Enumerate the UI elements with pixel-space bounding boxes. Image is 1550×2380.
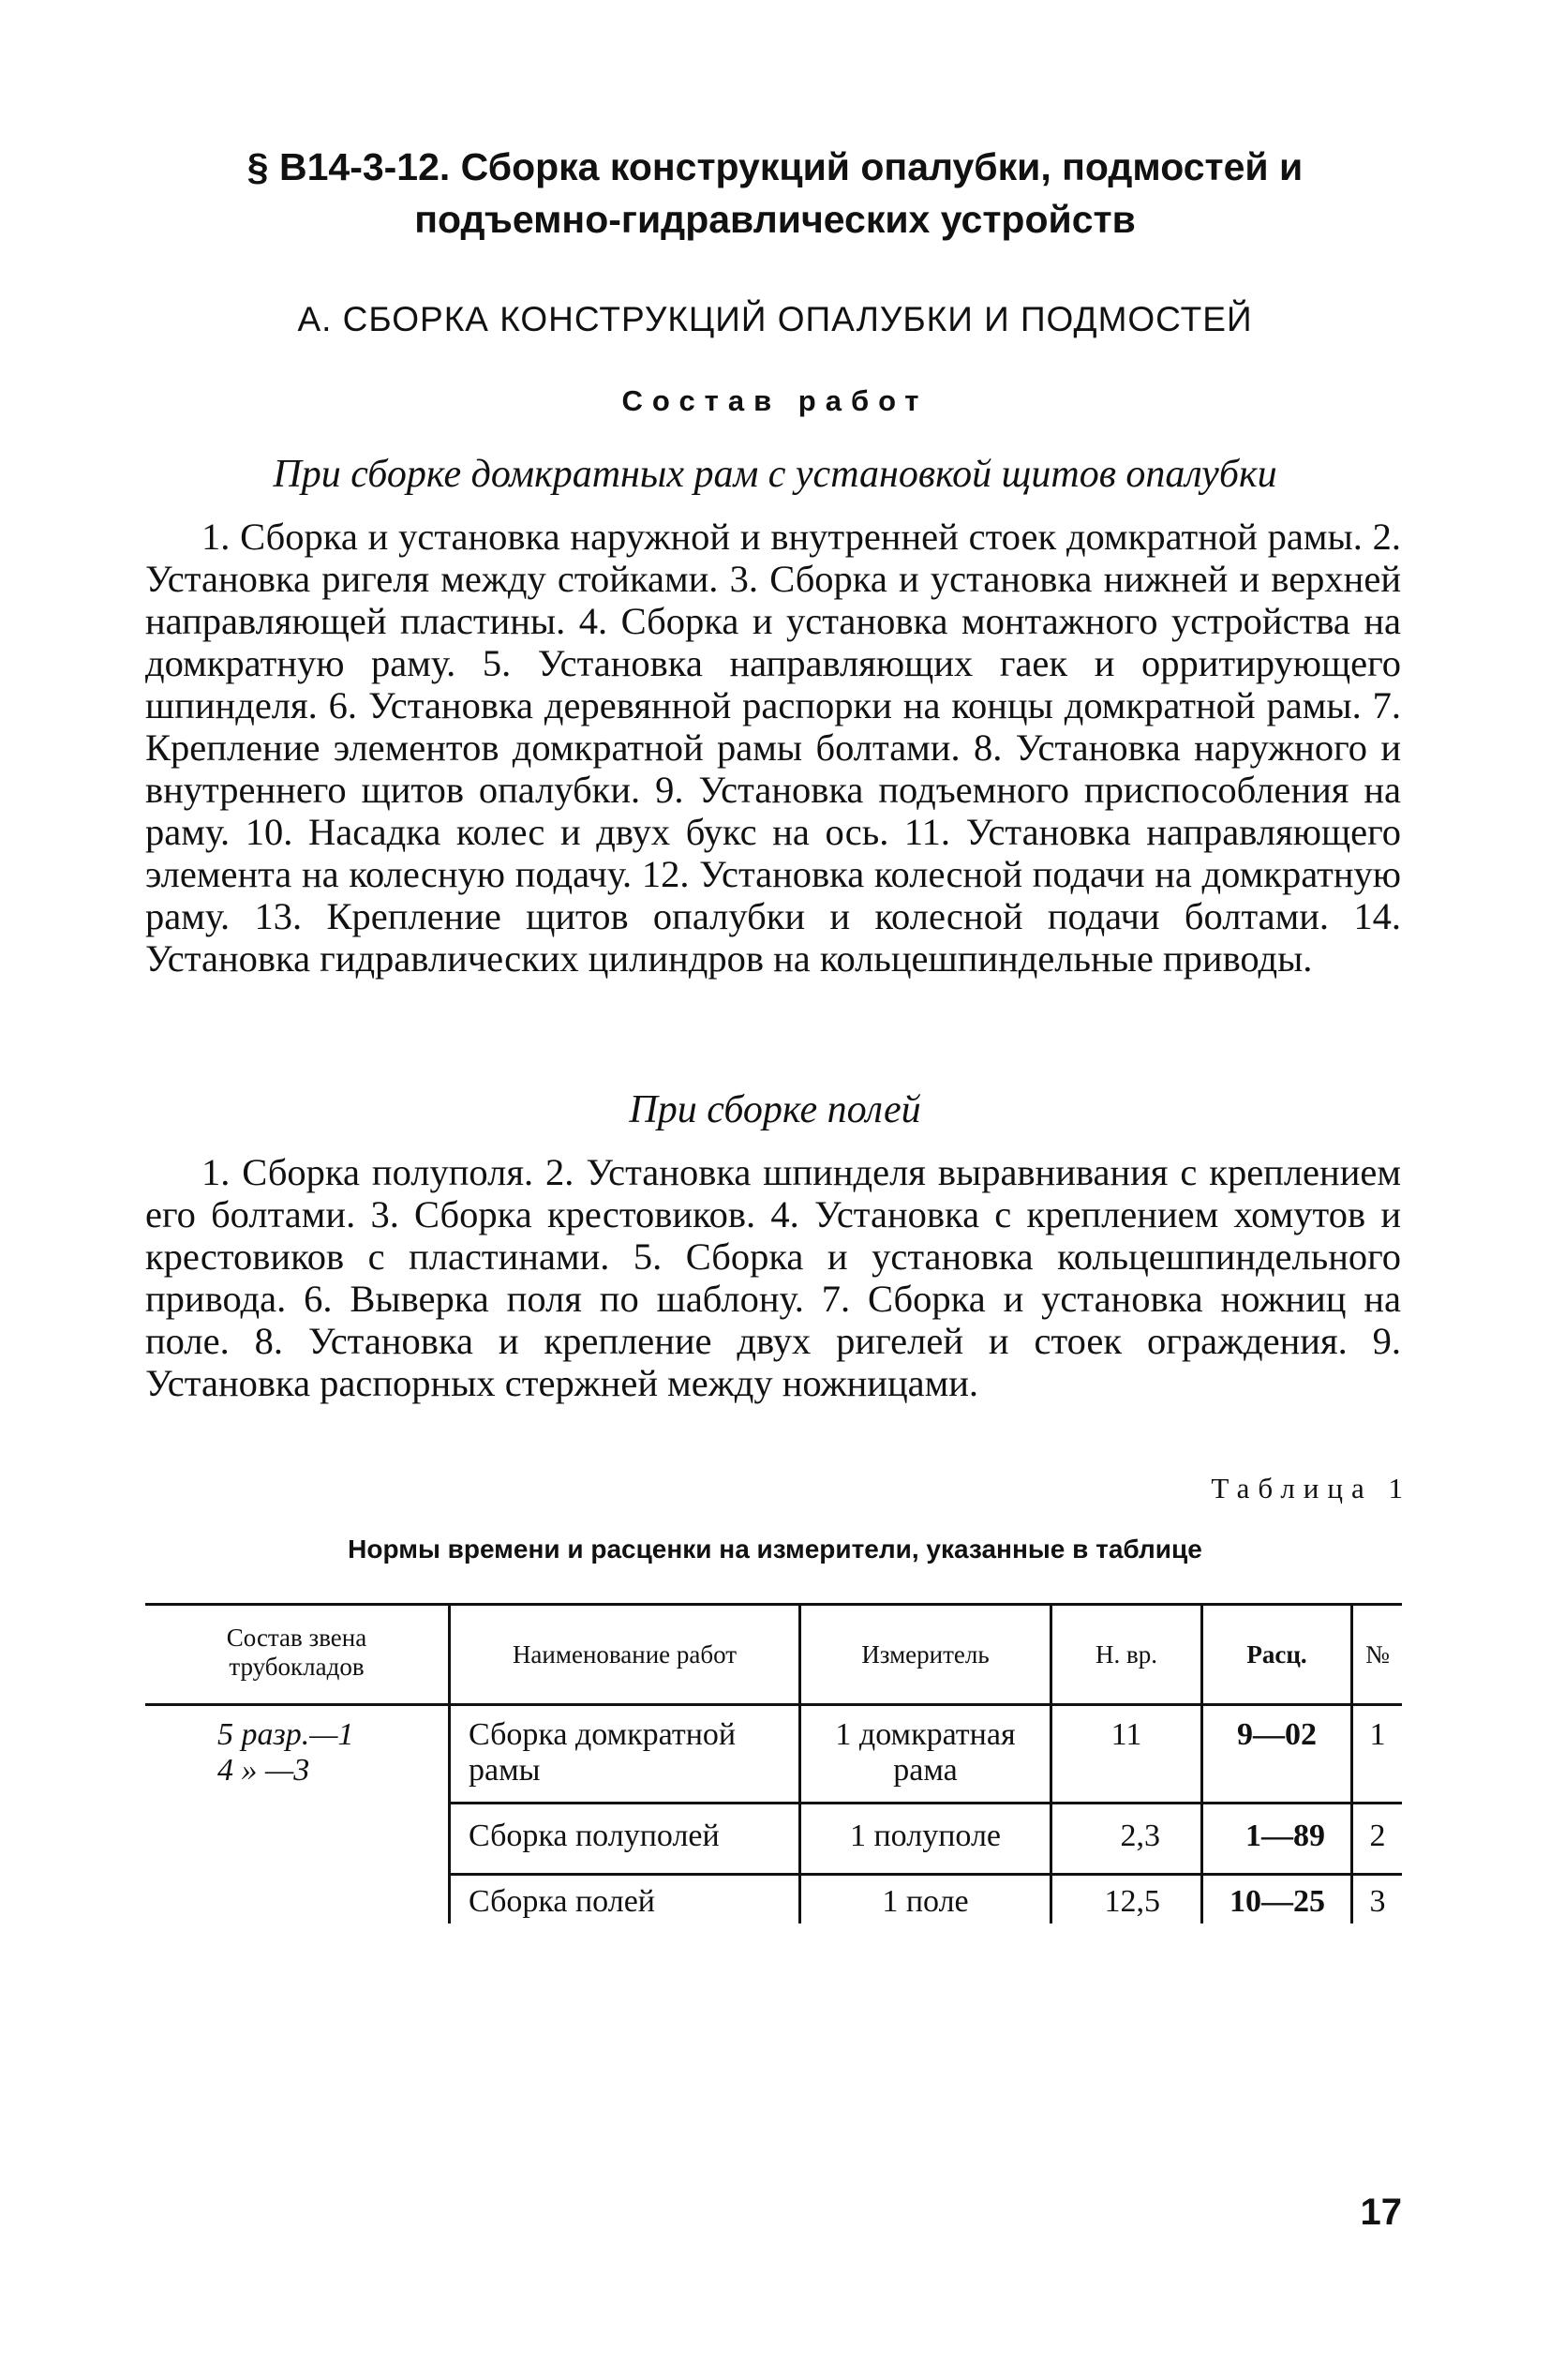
table-header-rule [145, 1703, 1402, 1706]
row-2-work: Сборка полуполей [469, 1819, 720, 1853]
heading-line-2: подъемно-гидравлических устройств [414, 198, 1136, 241]
page-number: 17 [1360, 2192, 1402, 2233]
table-number: Таблица 1 [1211, 1472, 1411, 1504]
heading-line-1: § В14-3-12. Сборка конструкций опалубки, подмостей и [246, 145, 1304, 188]
table-row-rule-2 [448, 1873, 1402, 1876]
crew-line-1: 5 разр.—1 [217, 1717, 354, 1752]
header-unit: Измеритель [861, 1640, 990, 1669]
row-2-rate: 1—89 [1245, 1819, 1325, 1853]
header-crew-line-2: трубокладов [229, 1653, 365, 1681]
row-1-norm: 11 [1110, 1717, 1142, 1752]
row-2-num: 2 [1369, 1819, 1386, 1853]
table-caption: Нормы времени и расценки на измерители, указанные в таблице [348, 1534, 1202, 1564]
row-3-unit: 1 поле [882, 1884, 969, 1919]
frames-subheading: При сборке домкратных рам с установкой щитов опалубки [273, 453, 1277, 496]
fields-subheading: При сборке полей [629, 1088, 921, 1131]
section-title: А. СБОРКА КОНСТРУКЦИЙ ОПАЛУБКИ И ПОДМОСТЕЙ [297, 300, 1253, 338]
header-work: Наименование работ [512, 1640, 738, 1669]
row-3-work: Сборка полей [469, 1884, 655, 1919]
row-3-rate: 10—25 [1230, 1884, 1325, 1919]
row-3-norm: 12,5 [1104, 1884, 1160, 1919]
header-rate: Расц. [1246, 1640, 1307, 1669]
row-1-rate: 9—02 [1237, 1717, 1317, 1752]
header-crew-line-1: Состав звена [226, 1624, 367, 1652]
header-num: № [1365, 1640, 1390, 1669]
row-3-num: 3 [1369, 1884, 1386, 1919]
work-composition-label: Состав работ [621, 384, 929, 417]
row-1-num: 1 [1369, 1717, 1386, 1752]
frames-paragraph: 1. Сборка и установка наружной и внутренней стоек домкратной рамы. 2. Установка ригеля между стойками. 3. Сборка и установка нижней и верхней направляющей пластины. 4. Сборка и установка монтажного устройства на домкратную раму. 5. Установка направляющих гаек и орритирующего шпинделя. 6. Установка деревянной распорки на концы домкратной рамы. 7. Крепление элементов домкратной рамы болтами. 8. Установка наружного и внутреннего щитов опалубки. 9. Установка подъемного приспособления на раму. 10. Насадка колес и двух букс на ось. 11. Установка направляющего элемента на колесную подачу. 12. Установка колесной подачи на домкратную раму. 13. Крепление щитов опалубки и колесной подачи болтами. 14. Установка гидравлических цилиндров на кольцешпиндельные приводы. [145, 516, 1401, 980]
row-2-unit: 1 полуполе [849, 1819, 1002, 1853]
row-1-unit: 1 домкратная рама [835, 1717, 1016, 1788]
table-row-rule-1 [448, 1802, 1402, 1804]
crew-line-2: 4 » —3 [217, 1753, 310, 1788]
section-heading [141, 141, 1409, 246]
header-norm: Н. вр. [1095, 1640, 1157, 1669]
header-crew [148, 1624, 445, 1682]
crew-composition [217, 1717, 442, 1789]
row-1-work: Сборка домкратной рамы [469, 1717, 737, 1788]
table-top-rule [145, 1603, 1402, 1606]
fields-paragraph: 1. Сборка полуполя. 2. Установка шпинделя выравнивания с креплением его болтами. 3. Сборка крестовиков. 4. Установка с креплением хомутов и крестовиков с пластинами. 5. Сборка и установка кольцешпиндельного привода. 6. Выверка поля по шаблону. 7. Сборка и установка ножниц на поле. 8. Установка и крепление двух ригелей и стоек ограждения. 9. Установка распорных стержней между ножницами. [145, 1151, 1401, 1404]
row-2-norm: 2,3 [1120, 1819, 1160, 1853]
